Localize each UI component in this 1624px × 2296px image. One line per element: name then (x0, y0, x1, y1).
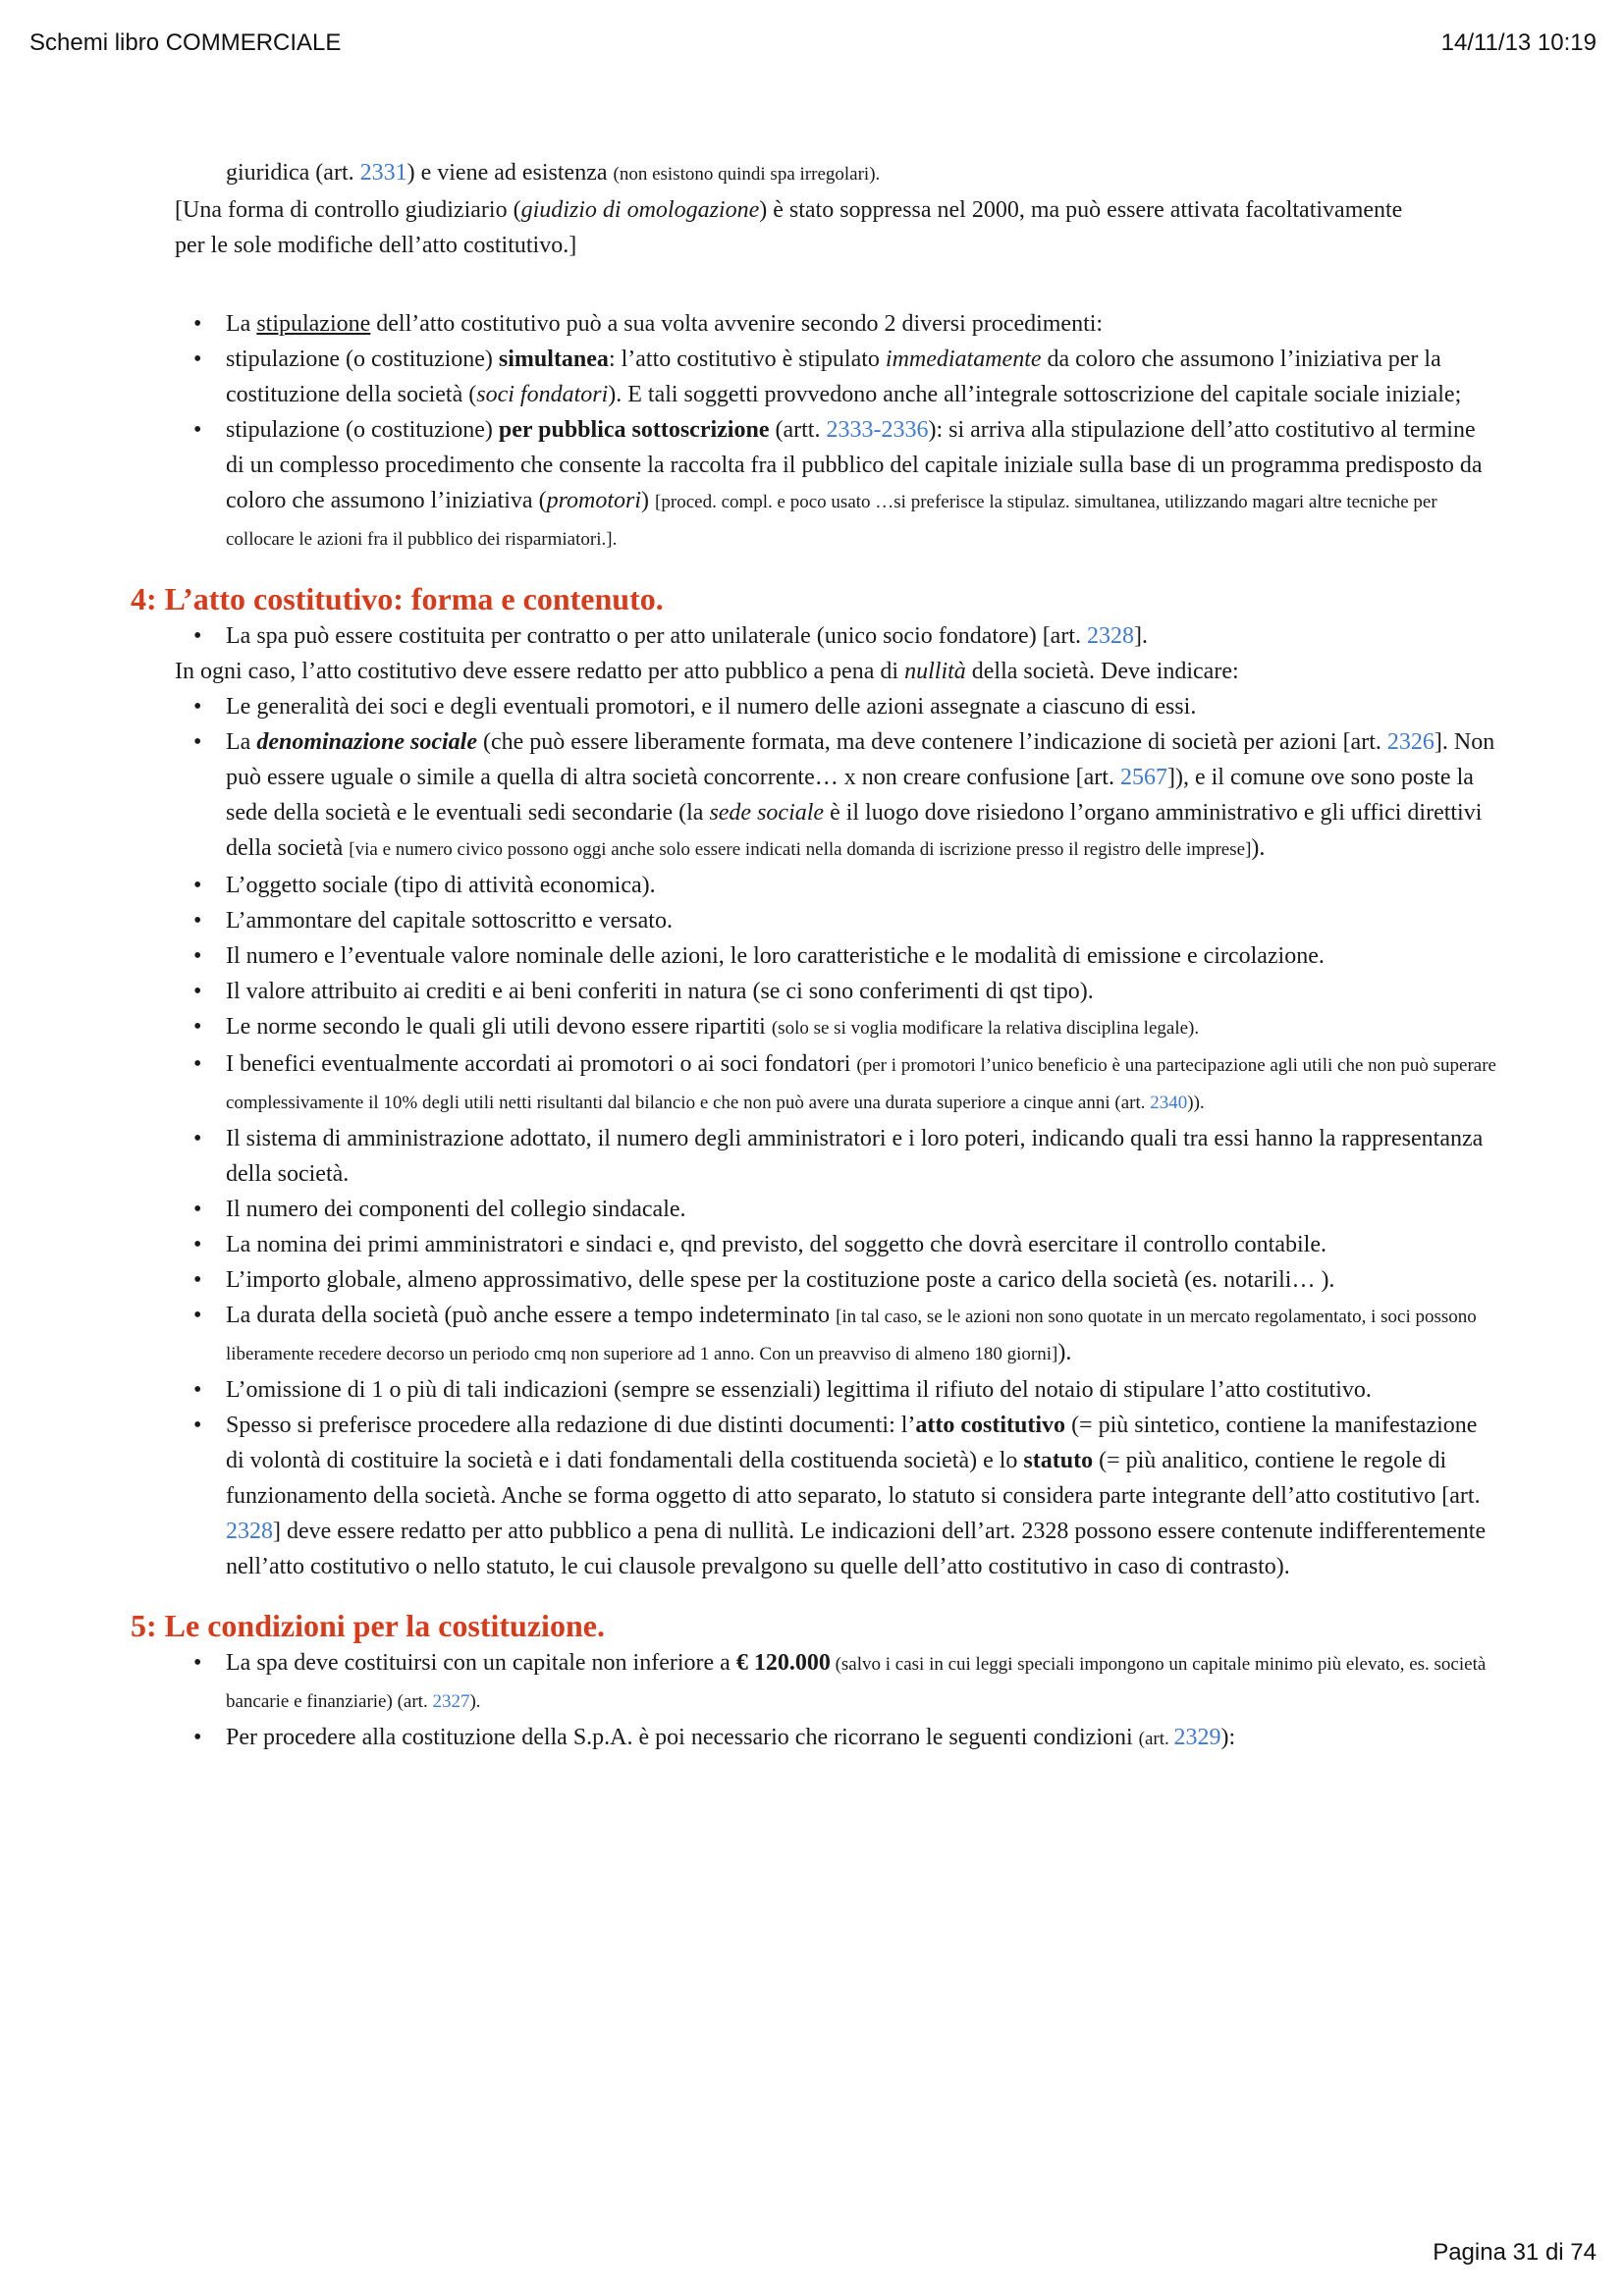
text: Spesso si preferisce procedere alla redazione di due distinti documenti: l’ (226, 1413, 916, 1438)
bullet-icon: • (193, 729, 202, 755)
list-item (0, 903, 1624, 938)
bold-text: per pubblica sottoscrizione (498, 417, 770, 443)
text: ) e viene ad esistenza (406, 160, 614, 186)
page-number: Pagina 31 di 74 (1433, 2239, 1597, 2266)
article-link-2326[interactable]: 2326 (1386, 729, 1435, 755)
article-link-2329[interactable]: 2329 (1173, 1725, 1221, 1750)
article-link-2328[interactable]: 2328 (226, 1519, 273, 1544)
list-item (0, 1046, 1624, 1121)
bullet-icon: • (193, 694, 202, 720)
text: Il valore attribuito ai crediti e ai beni conferiti in natura (se ci sono conferimenti di qst tipo). (226, 979, 1094, 1004)
list-item (0, 412, 1624, 558)
small-note: (salvo i casi in cui leggi speciali impongono un capitale minimo più elevato, es. società bancarie e finanziarie) (art. (226, 1654, 1487, 1712)
text: La nomina dei primi amministratori e sindaci e, qnd previsto, del soggetto che dovrà esercitare il controllo contabile. (226, 1232, 1326, 1257)
text: L’omissione di 1 o più di tali indicazioni (sempre se essenziali) legittima il rifiuto del notaio di stipulare l’atto costitutivo. (226, 1377, 1372, 1403)
list-item (0, 1227, 1624, 1262)
text: L’oggetto sociale (tipo di attività economica). (226, 873, 656, 898)
document-header-title: Schemi libro COMMERCIALE (29, 29, 342, 56)
text: (che può essere liberamente formata, ma deve contenere l’indicazione di società per azioni [art. (476, 729, 1387, 755)
bullet-icon: • (193, 943, 202, 969)
emphasis: immediatamente (885, 347, 1042, 372)
text: ]), e il comune ove sono poste la sede della società e le eventuali sedi secondarie (la (226, 765, 1474, 826)
list-item (0, 1645, 1624, 1720)
bullet-icon: • (193, 311, 202, 337)
list-item (0, 868, 1624, 903)
text: (= più analitico, contiene le regole di funzionamento della società. Anche se forma oggetto di atto separato, lo statuto si considera parte integrante dell’atto costitutivo [art. (226, 1448, 1481, 1509)
text: Il numero e l’eventuale valore nominale delle azioni, le loro caratteristiche e le modalità di emissione e circolazione. (226, 943, 1325, 969)
small-note: ). (469, 1691, 481, 1712)
text: ). (1251, 835, 1266, 861)
text: Il sistema di amministrazione adottato, il numero degli amministratori e i loro poteri, indicando quali tra essi hanno la rappresentanza della società. (226, 1126, 1484, 1187)
intro-line (0, 155, 1624, 192)
text: ] deve essere redatto per atto pubblico a pena di nullità. Le indicazioni dell’art. 2328 possono essere contenute indifferentemente nell’atto costitutivo o nello statuto, le cui clausole prevalgono su quelle dell’atto costitutivo in caso di contrasto). (226, 1519, 1487, 1579)
text: L’ammontare del capitale sottoscritto e versato. (226, 908, 673, 934)
text: La (226, 311, 257, 337)
text: La spa deve costituirsi con un capitale non inferiore a (226, 1650, 736, 1676)
bold-text: simultanea (498, 347, 609, 372)
emphasis: sede sociale (709, 800, 825, 826)
small-note: [in tal caso, se le azioni non sono quotate in un mercato regolamentato, i soci possono liberamente recedere decorso un periodo cmq non superiore ad 1 anno. Con un preavviso di almeno 180 giorni] (226, 1307, 1477, 1364)
bullet-icon: • (193, 908, 202, 934)
text: ) (641, 488, 656, 513)
text: La durata della società (può anche essere a tempo indeterminato (226, 1303, 837, 1328)
list-item (0, 1009, 1624, 1046)
article-link-2331[interactable]: 2331 (359, 160, 407, 186)
text: La spa può essere costituita per contratto o per atto unilaterale (unico socio fondatore) [art. (226, 623, 1087, 649)
bullet-icon: • (193, 1650, 202, 1676)
small-note: (solo se si voglia modificare la relativa disciplina legale). (771, 1018, 1200, 1039)
text: Il numero dei componenti del collegio sindacale. (226, 1197, 686, 1222)
text: Per procedere alla costituzione della S.p.A. è poi necessario che ricorrano le seguenti condizioni (226, 1725, 1139, 1750)
text: I benefici eventualmente accordati ai promotori o ai soci fondatori (226, 1051, 857, 1077)
list-item (0, 1720, 1624, 1757)
bold-text: statuto (1023, 1448, 1094, 1473)
bullet-icon: • (193, 417, 202, 443)
text: ): si arriva alla stipulazione dell’atto costitutivo al termine di un complesso procedimento che consente la raccolta fra il pubblico del capitale iniziale sulla base di un programma predisposto da coloro che assumono l’iniziativa ( (226, 417, 1483, 513)
text: giuridica (art. (226, 160, 360, 186)
section-heading-4: 4: L’atto costitutivo: forma e contenuto. (131, 581, 664, 616)
bullet-icon: • (193, 1303, 202, 1328)
bold-text: € 120.000 (735, 1650, 831, 1676)
emphasis: promotori (546, 488, 642, 513)
bullet-icon: • (193, 1377, 202, 1403)
text: è il luogo dove risiedono l’organo amministrativo e gli uffici direttivi della società (226, 800, 1483, 861)
section-heading-5: 5: Le condizioni per la costituzione. (131, 1608, 605, 1643)
text: (= più sintetico, contiene la manifestazione di volontà di costituire la società e i dati fondamentali della costituenda società) e lo (226, 1413, 1478, 1473)
bold-text: atto costitutivo (915, 1413, 1066, 1438)
text: (artt. (769, 417, 827, 443)
text: L’importo globale, almeno approssimativo, delle spese per la costituzione poste a carico della società (es. notarili… ). (226, 1267, 1335, 1293)
list-item (0, 938, 1624, 974)
text: ]. Non può essere uguale o simile a quella di altra società concorrente… x non creare confusione [art. (226, 729, 1495, 790)
list-item (0, 342, 1624, 412)
emphasis: nullità (904, 659, 966, 684)
text: Le norme secondo le quali gli utili devono essere ripartiti (226, 1014, 772, 1040)
bullet-icon: • (193, 1232, 202, 1257)
emphasis: soci fondatori (476, 382, 609, 407)
text: Le generalità dei soci e degli eventuali promotori, e il numero delle azioni assegnate a ciascuno di essi. (226, 694, 1197, 720)
text: ) è stato soppressa nel 2000, ma può essere attivata facoltativamente per le sole modifiche dell’atto costitutivo.] (175, 197, 1403, 258)
list-item (0, 1192, 1624, 1227)
bullet-icon: • (193, 623, 202, 649)
small-note: (non esistono quindi spa irregolari). (613, 164, 881, 185)
text: In ogni caso, l’atto costitutivo deve essere redatto per atto pubblico a pena di (175, 659, 905, 684)
small-note: (art. (1138, 1729, 1174, 1749)
text: stipulazione (o costituzione) (226, 417, 499, 443)
small-note: )). (1187, 1093, 1205, 1113)
text: dell’atto costitutivo può a sua volta avvenire secondo 2 diversi procedimenti: (370, 311, 1104, 337)
section4-paragraph (0, 654, 1624, 689)
text: ). E tali soggetti provvedono anche all’integrale sottoscrizione del capitale sociale iniziale; (608, 382, 1462, 407)
list-item (0, 1298, 1624, 1372)
article-link-2327[interactable]: 2327 (432, 1691, 470, 1712)
list-item (0, 1372, 1624, 1408)
list-item (0, 1408, 1624, 1584)
list-item (0, 974, 1624, 1009)
bullet-icon: • (193, 1126, 202, 1151)
text: : l’atto costitutivo è stipulato (608, 347, 886, 372)
text: ]. (1134, 623, 1148, 649)
document-header-timestamp: 14/11/13 10:19 (1440, 29, 1597, 56)
text: da coloro che assumono l’iniziativa per la costituzione della società ( (226, 347, 1441, 407)
bullet-icon: • (193, 1014, 202, 1040)
article-link-2328[interactable]: 2328 (1087, 623, 1134, 649)
text: ). (1057, 1340, 1072, 1365)
bullet-icon: • (193, 1413, 202, 1438)
text: La (226, 729, 257, 755)
intro-paragraph (0, 192, 1624, 263)
bullet-icon: • (193, 1725, 202, 1750)
list-item (0, 689, 1624, 724)
list-item (0, 306, 1624, 342)
list-item (0, 1262, 1624, 1298)
emphasis: giudizio di omologazione (520, 197, 760, 223)
bullet-icon: • (193, 1267, 202, 1293)
bullet-icon: • (193, 1051, 202, 1077)
bullet-icon: • (193, 979, 202, 1004)
bullet-icon: • (193, 347, 202, 372)
document-body (0, 155, 1624, 1757)
small-note: (per i promotori l’unico beneficio è una partecipazione agli utili che non può superare complessivamente il 10% degli utili netti risultanti dal bilancio e che non può avere una durata superiore a cinque anni (art. (226, 1055, 1496, 1113)
list-item (0, 1121, 1624, 1192)
list-item (0, 724, 1624, 868)
text: ): (1220, 1725, 1236, 1750)
small-note: [via e numero civico possono oggi anche solo essere indicati nella domanda di iscrizione presso il registro delle imprese] (349, 839, 1252, 860)
text: stipulazione (o costituzione) (226, 347, 499, 372)
bullet-icon: • (193, 1197, 202, 1222)
text: della società. Deve indicare: (965, 659, 1239, 684)
article-link-2333-2336[interactable]: 2333-2336 (826, 417, 929, 443)
article-link-2340[interactable]: 2340 (1150, 1093, 1188, 1113)
text: [Una forma di controllo giudiziario ( (175, 197, 521, 223)
bold-italic-text: denominazione sociale (256, 729, 477, 755)
underlined-text: stipulazione (256, 311, 371, 337)
small-note: [proced. compl. e poco usato …si preferisce la stipulaz. simultanea, utilizzando magari altre tecniche per collocare le azioni fra il pubblico dei risparmiatori.]. (226, 492, 1437, 550)
bullet-icon: • (193, 873, 202, 898)
list-item (0, 618, 1624, 654)
article-link-2567[interactable]: 2567 (1119, 765, 1167, 790)
